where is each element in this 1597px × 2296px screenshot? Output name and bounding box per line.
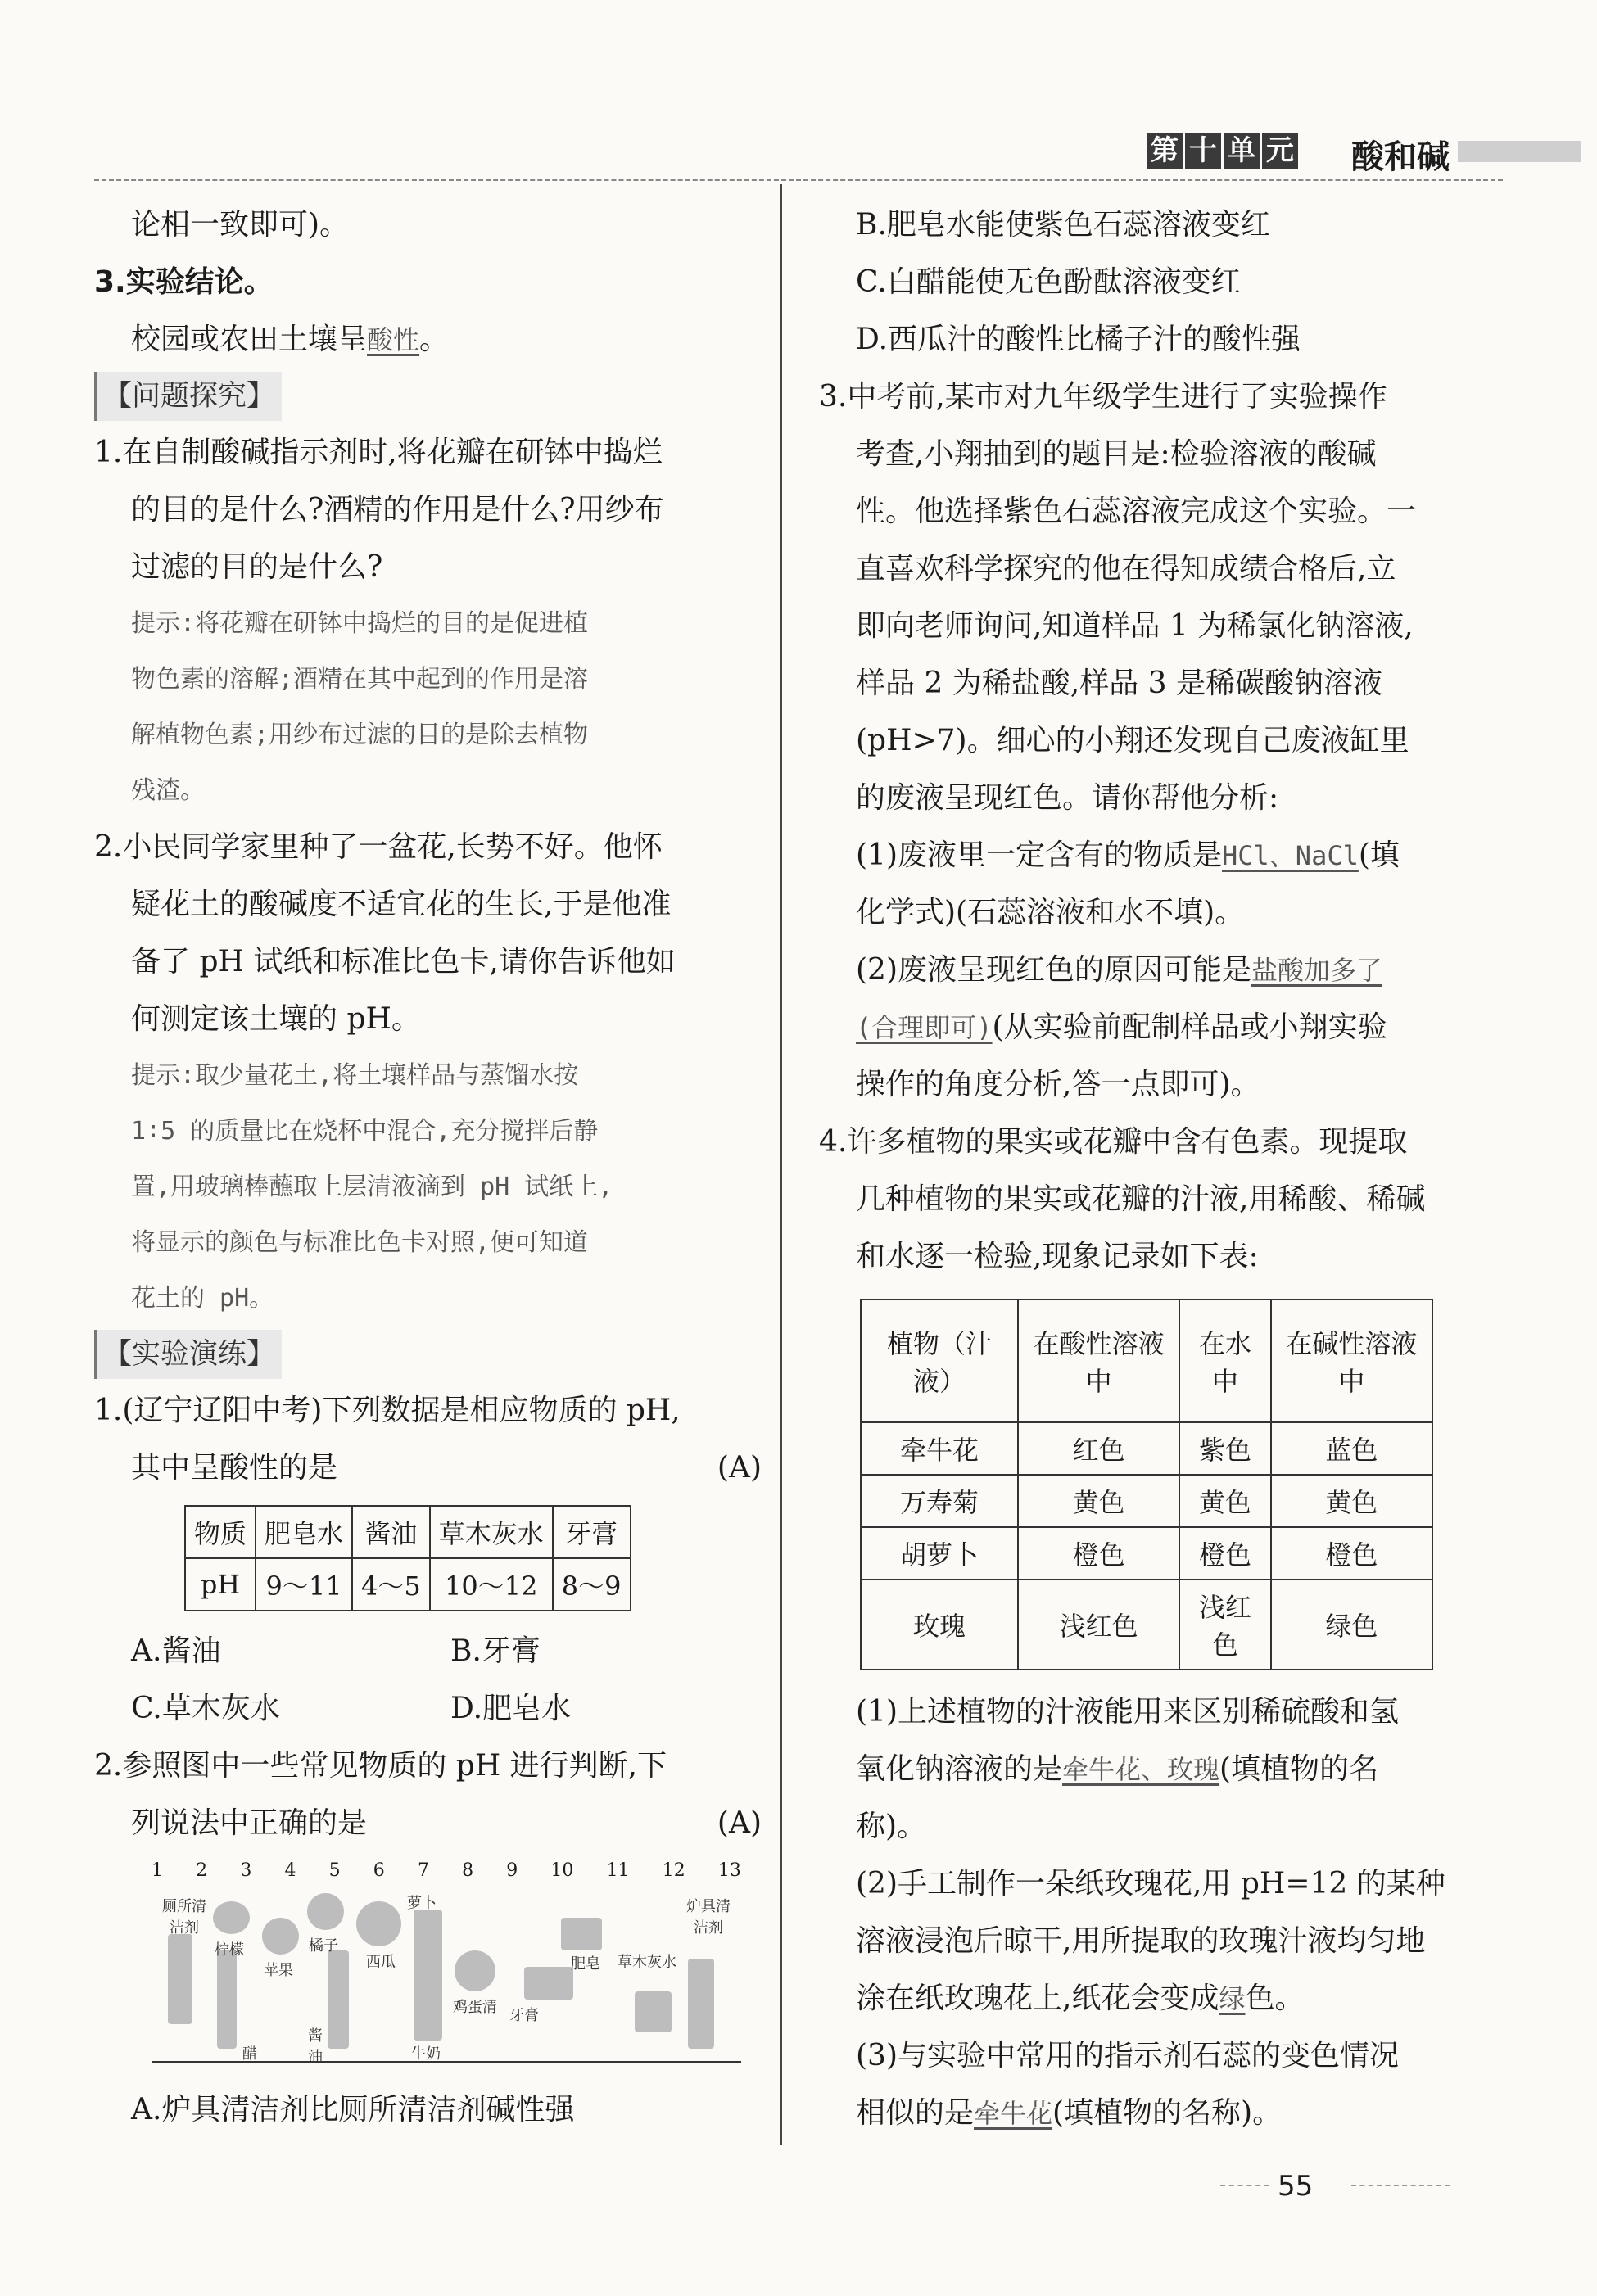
answer-blank: (合理即可) (856, 1012, 993, 1043)
table-row: 胡萝卜 橙色 橙色 橙色 (861, 1527, 1432, 1580)
section-heading: 3.实验结论。 (94, 265, 274, 299)
answer-blank: 牵牛花 (974, 2098, 1053, 2129)
unit-char: 十 (1185, 133, 1221, 169)
question-2: 2.小民同学家里种了一盆花,长势不好。他怀 疑花土的酸碱度不适宜花的生长,于是他准 备了 pH 试纸和标准比色卡,请你告诉他如 何测定该土壤的 pH。 提示:取少量花土,将土壤样品与蒸馏水按 1∶5 的质量比在烧杯中混合,充分搅拌后静 置,用玻璃棒蘸取上层清液滴到 pH 试纸上, 将显示的颜色与标准比色卡对照,便可知道 花土的 pH。 (94, 819, 762, 1327)
milk-image (414, 1910, 442, 2041)
exercise-2: 2.参照图中一些常见物质的 pH 进行判断,下 列说法中正确的是 (A) 1 2 3 4 5 6 7 8 9 10 11 12 13 厕所清洁剂 柠檬 橘子 苹果 醋 酱油 西瓜 萝卜 牛奶 鸡蛋清 牙膏 肥皂 草木灰水 炉具清洁剂 A.炉具清洁剂比厕所清洁剂碱性强 (94, 1738, 762, 2139)
unit-header (1122, 123, 1589, 180)
footer-decoration (1220, 2185, 1269, 2186)
ph-scale-figure: 1 2 3 4 5 6 7 8 9 10 11 12 13 厕所清洁剂 柠檬 橘子 苹果 醋 酱油 西瓜 萝卜 牛奶 鸡蛋清 牙膏 肥皂 草木灰水 炉具清洁剂 (152, 1860, 741, 2066)
choice-a: A.炉具清洁剂比厕所清洁剂碱性强 (131, 2093, 575, 2127)
choice-c: C.草木灰水 (131, 1692, 280, 1725)
ph-table (184, 1505, 631, 1611)
soap-image (561, 1918, 602, 1950)
answer-blank: 绿 (1219, 1983, 1246, 2014)
unit-char: 单 (1224, 133, 1260, 169)
choice-d: D.肥皂水 (450, 1692, 572, 1725)
hint-text: 物色素的溶解;酒精在其中起到的作用是溶 (131, 665, 589, 694)
table-row: pH 9～11 4～5 10～12 8～9 (185, 1558, 631, 1611)
page-number: 55 (1278, 2170, 1314, 2203)
hint-text: 置,用玻璃棒蘸取上层清液滴到 pH 试纸上, (131, 1173, 613, 1201)
watermelon-image (356, 1901, 401, 1946)
question-3: 3.中考前,某市对九年级学生进行了实验操作 考查,小翔抽到的题目是:检验溶液的酸碱 性。他选择紫色石蕊溶液完成这个实验。一 直喜欢科学探究的他在得知成绩合格后,立 即向老师询问,知道样品 1 为稀氯化钠溶液, 样品 2 为稀盐酸,样品 3 是稀碳酸钠溶液 (pH>7)。细心的小翔还发现自己废液缸里 的废液呈现红色。请你帮他分析: (1)废液里一定含有的物质是HCl、NaCl(填 化学式)(石蕊溶液和水不填)。 (2)废液呈现红色的原因可能是盐酸加多了 (合理即可)(从实验前配制样品或小翔实验 操作的角度分析,答一点即可)。 (819, 380, 1417, 1101)
section-label-exercise: 【实验演练】 (94, 1330, 282, 1379)
bottle-image (168, 1934, 192, 2024)
table-row: 物质 肥皂水 酱油 草木灰水 牙膏 (185, 1506, 631, 1558)
question-1: 1.在自制酸碱指示剂时,将花瓣在研钵中捣烂 的目的是什么?酒精的作用是什么?用纱布 过滤的目的是什么? 提示:将花瓣在研钵中捣烂的目的是促进植 物色素的溶解;酒精在其中起到的作用是溶 解植物色素;用纱布过滤的目的是除去植物 残渣。 (94, 424, 762, 819)
oven-cleaner-image (688, 1959, 714, 2049)
text-line: 论相一致即可)。 (131, 208, 350, 242)
unit-badge (1147, 133, 1301, 169)
footer-decoration (1351, 2185, 1450, 2186)
apple-image (262, 1918, 299, 1955)
hint-text: 提示:取少量花土,将土壤样品与蒸馏水按 (131, 1061, 579, 1090)
vinegar-image (217, 1950, 237, 2049)
unit-char: 第 (1147, 133, 1183, 169)
hint-text: 残渣。 (131, 776, 205, 805)
answer-choice: (A) (717, 1451, 762, 1485)
header-divider (94, 179, 1503, 181)
choice-b: B.肥皂水能使紫色石蕊溶液变红 (856, 208, 1270, 242)
conclusion-line: 校园或农田土壤呈酸性。 (131, 323, 450, 356)
section-label-problem: 【问题探究】 (94, 372, 282, 421)
question-4: 4.许多植物的果实或花瓣中含有色素。现提取 几种植物的果实或花瓣的汁液,用稀酸、稀碱 和水逐一检验,现象记录如下表: 植物（汁液） 在酸性溶液中 在水中 在碱性溶液中 牵牛花 红色 紫色 蓝色 万寿菊 黄色 黄色 黄色 胡萝卜 橙色 橙色 橙色 玫瑰 浅红色 浅红色 绿色 (1)上述植物的汁液能用来区别稀硫酸和氢 氧化钠溶液的是牵牛花、玫瑰(填植物的名 称)。 (2)手工制作一朵纸玫瑰花,用 pH=12 的某种 溶液浸泡后晾干,用所提取的玫瑰汁液均匀地 涂在纸玫瑰花上,纸花会变成绿色。 (3)与实验中常用的指示剂石蕊的变色情况 相似的是牵牛花(填植物的名称)。 (819, 1125, 1445, 2130)
header-decoration (1458, 141, 1581, 162)
ph-baseline (152, 2061, 741, 2063)
hint-text: 提示:将花瓣在研钵中捣烂的目的是促进植 (131, 609, 589, 638)
plant-color-table (860, 1299, 1433, 1670)
hint-text: 解植物色素;用纱布过滤的目的是除去植物 (131, 721, 589, 749)
exercise-1: 1.(辽宁辽阳中考)下列数据是相应物质的 pH, 其中呈酸性的是 (A) 物质 肥皂水 酱油 草木灰水 牙膏 pH 9～11 4～5 10～12 8～9 A.酱油 B.牙膏 C.草木灰水 D.肥皂水 (94, 1382, 762, 1738)
choice-c: C.白醋能使无色酚酞溶液变红 (856, 265, 1241, 299)
soy-sauce-image (328, 1950, 349, 2049)
egg-white-image (455, 1950, 495, 1991)
column-divider (780, 184, 782, 2145)
answer-blank: 盐酸加多了 (1251, 955, 1383, 986)
lemon-image (213, 1901, 250, 1934)
hint-text: 将显示的颜色与标准比色卡对照,便可知道 (131, 1228, 589, 1257)
hint-text: 1∶5 的质量比在烧杯中混合,充分搅拌后静 (131, 1117, 599, 1146)
table-row: 玫瑰 浅红色 浅红色 绿色 (861, 1580, 1432, 1670)
choice-b: B.牙膏 (450, 1634, 541, 1668)
unit-title: 酸和碱 (1351, 138, 1450, 176)
unit-char: 元 (1262, 133, 1298, 169)
answer-blank: HCl、NaCl (1222, 840, 1359, 871)
choice-a: A.酱油 (131, 1634, 221, 1668)
orange-image (307, 1893, 344, 1930)
hint-text: 花土的 pH。 (131, 1284, 274, 1313)
right-column (819, 197, 1482, 2142)
ph-scale-numbers: 1 2 3 4 5 6 7 8 9 10 11 12 13 (152, 1860, 741, 1881)
answer-choice: (A) (717, 1806, 762, 1840)
answer-blank: 牵牛花、玫瑰 (1062, 1754, 1220, 1785)
left-column (94, 197, 762, 2139)
answer-blank: 酸性 (367, 324, 420, 355)
table-row: 万寿菊 黄色 黄色 黄色 (861, 1475, 1432, 1527)
table-row: 牵牛花 红色 紫色 蓝色 (861, 1422, 1432, 1475)
choice-d: D.西瓜汁的酸性比橘子汁的酸性强 (856, 323, 1301, 356)
ash-water-image (635, 1991, 672, 2032)
table-row: 植物（汁液） 在酸性溶液中 在水中 在碱性溶液中 (861, 1299, 1432, 1422)
